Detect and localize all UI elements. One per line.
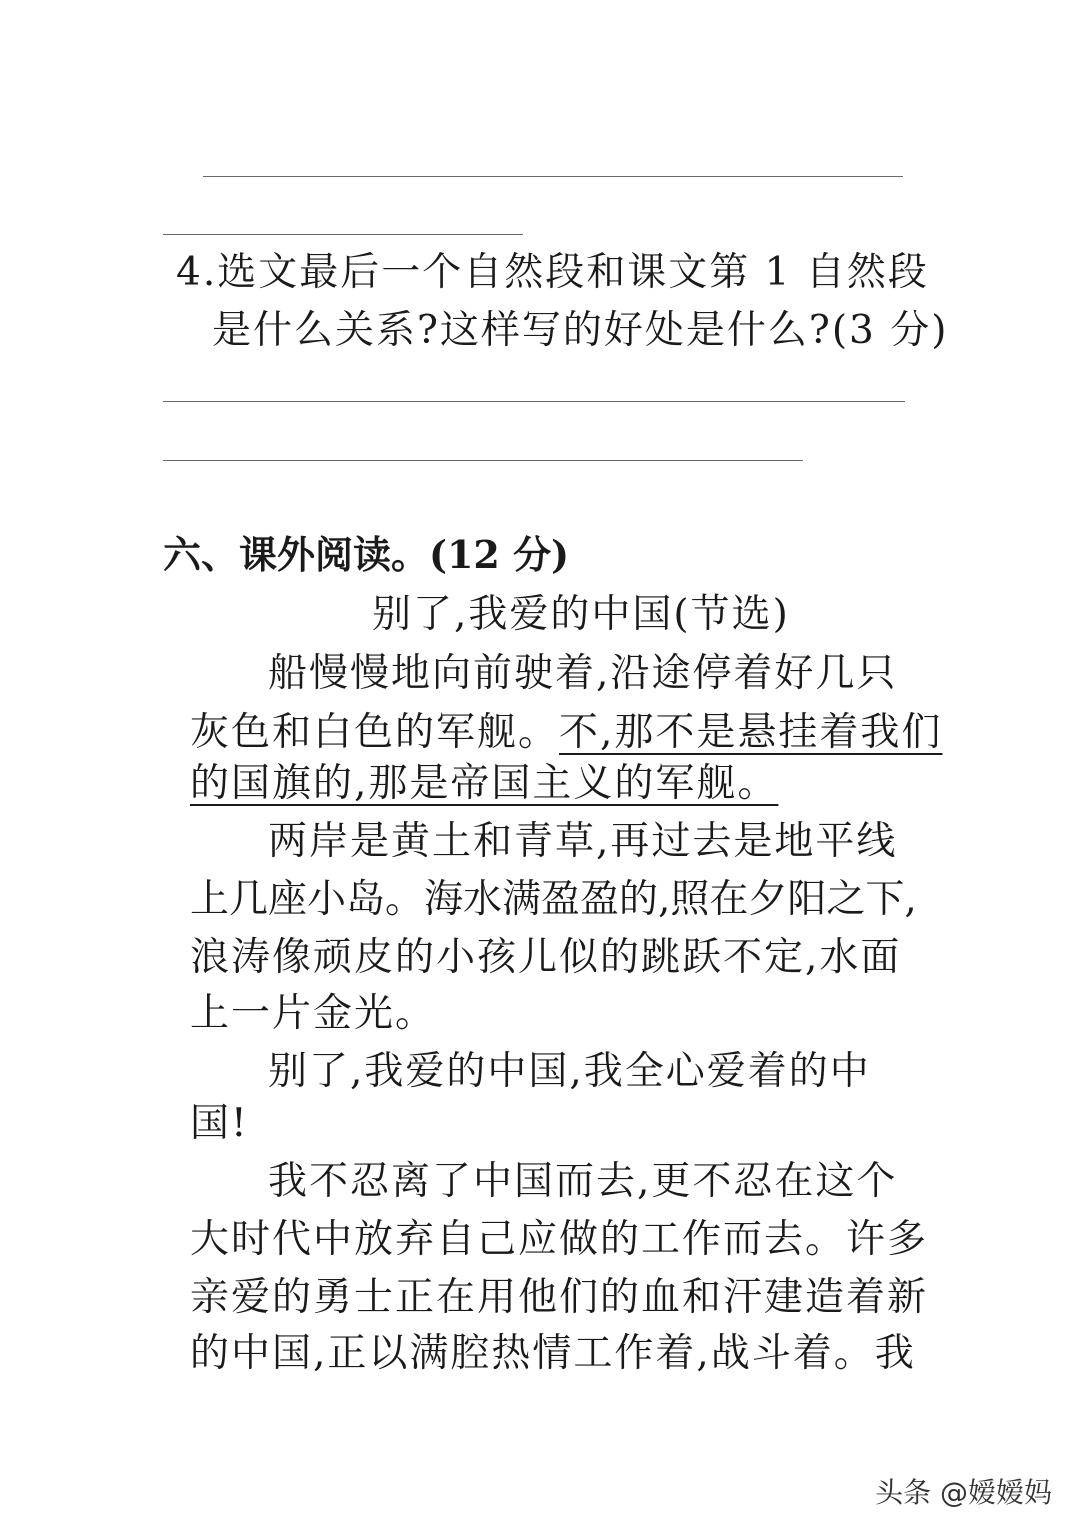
paragraph-1-line-1: 船慢慢地向前驶着,沿途停着好几只 <box>268 651 898 696</box>
paragraph-1-line-3: 的国旗的,那是帝国主义的军舰。 <box>190 761 779 806</box>
underlined-sentence: 不,那不是悬挂着我们 <box>559 710 943 755</box>
paragraph-2-line-3: 浪涛像顽皮的小孩儿似的跳跃不定,水面 <box>190 935 902 980</box>
answer-line <box>163 401 905 402</box>
paragraph-3-line-1: 别了,我爱的中国,我全心爱着的中 <box>268 1049 871 1094</box>
paragraph-2-line-4: 上一片金光。 <box>190 991 437 1036</box>
answer-line <box>163 234 523 235</box>
passage-title: 别了,我爱的中国(节选) <box>372 592 790 637</box>
question-4-line-2: 是什么关系?这样写的好处是什么?(3 分) <box>212 308 949 353</box>
plain-text: 灰色和白色的军舰。 <box>190 710 560 755</box>
paragraph-3-line-2: 国! <box>190 1101 249 1146</box>
watermark-text: 头条 @嫒嫒妈 <box>875 1476 1052 1509</box>
paragraph-4-line-2: 大时代中放弃自己应做的工作而去。许多 <box>190 1217 929 1262</box>
paragraph-2-line-1: 两岸是黄土和青草,再过去是地平线 <box>268 819 898 864</box>
paragraph-2-line-2: 上几座小岛。海水满盈盈的,照在夕阳之下, <box>190 877 917 922</box>
paragraph-1-line-2 <box>190 710 943 755</box>
question-4-line-1: 4.选文最后一个自然段和课文第 1 自然段 <box>176 250 929 295</box>
answer-line <box>163 460 803 461</box>
section-heading: 六、课外阅读。(12 分) <box>163 532 570 577</box>
answer-line <box>203 176 903 177</box>
paragraph-4-line-1: 我不忍离了中国而去,更不忍在这个 <box>268 1159 898 1204</box>
paragraph-4-line-4: 的中国,正以满腔热情工作着,战斗着。我 <box>190 1331 916 1376</box>
paragraph-4-line-3: 亲爱的勇士正在用他们的血和汗建造着新 <box>190 1275 929 1320</box>
